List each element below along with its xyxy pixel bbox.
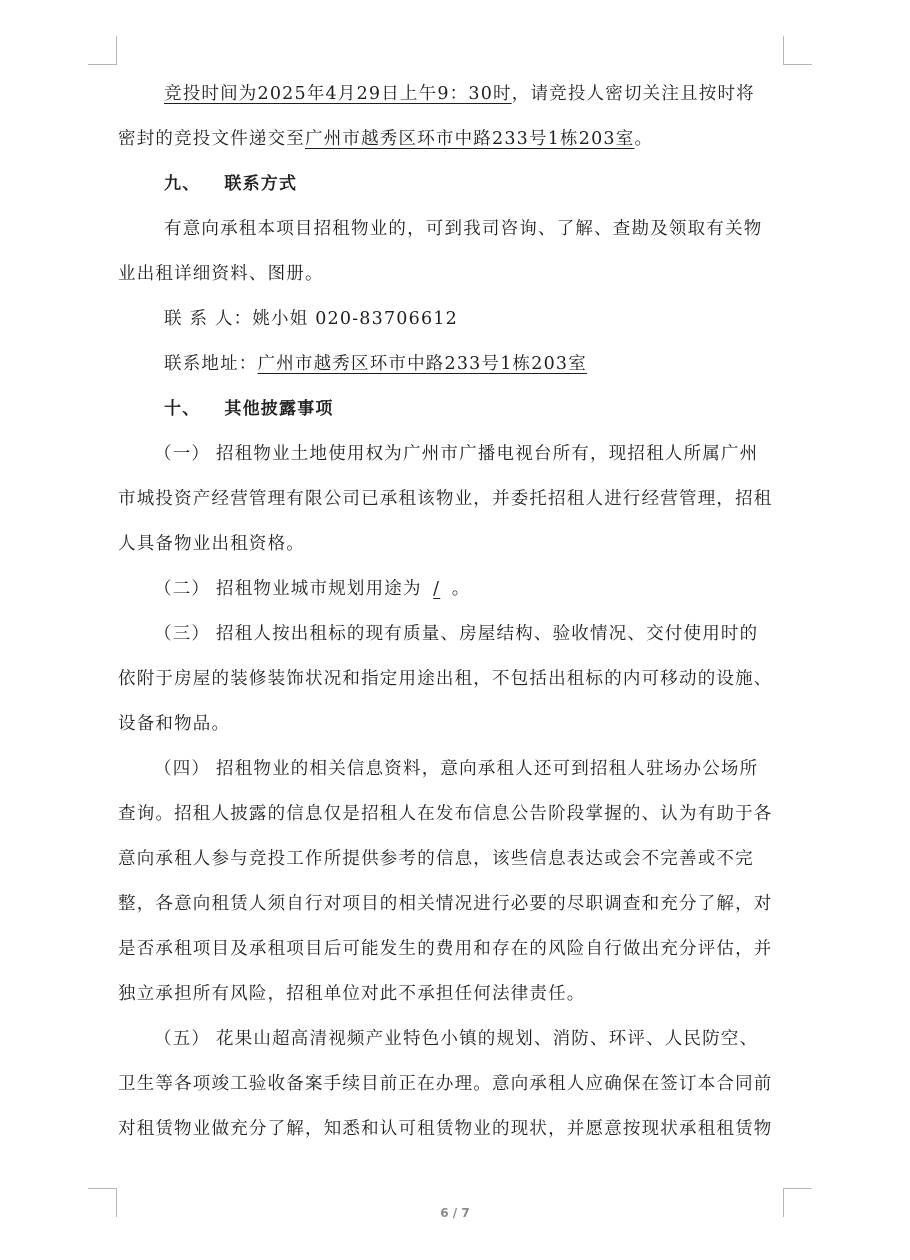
item-3-line	[118, 612, 788, 657]
section-title: 联系方式	[224, 174, 298, 194]
submit-prefix: 密封的竞投文件递交至	[118, 129, 305, 149]
paragraph-line: 卫生等各项竣工验收备案手续目前正在办理。意向承租人应确保在签订本合同前	[118, 1074, 773, 1094]
item-4-line	[118, 747, 788, 792]
document-body	[118, 72, 788, 1152]
item-number: （三）	[154, 624, 211, 644]
paragraph-line: 设备和物品。	[118, 714, 231, 734]
paragraph-line: 查询。招租人披露的信息仅是招租人在发布信息公告阶段掌握的、认为有助于各	[118, 804, 773, 824]
contact-label: 联 系 人：	[164, 309, 253, 329]
section-title: 其他披露事项	[224, 399, 334, 419]
paragraph-line: 人具备物业出租资格。	[118, 534, 305, 554]
section-heading-disclosure	[118, 387, 788, 432]
item-text: 招租物业的相关信息资料，意向承租人还可到招租人驻场办公场所	[216, 759, 759, 779]
item-suffix: 。	[451, 579, 471, 599]
paragraph-line: 整，各意向租赁人须自行对项目的相关情况进行必要的尽职调查和充分了解，对	[118, 894, 773, 914]
item-text: 招租人按出租标的现有质量、房屋结构、验收情况、交付使用时的	[216, 624, 759, 644]
submit-suffix: 。	[634, 129, 654, 149]
item-5-line	[118, 1017, 788, 1062]
submit-address-line	[118, 117, 788, 162]
paragraph-line: 对租赁物业做充分了解，知悉和认可租赁物业的现状，并愿意按现状承租租赁物	[118, 1119, 773, 1139]
bid-time-rest: ，请竞投人密切关注且按时将	[511, 84, 755, 104]
bid-time-line	[118, 72, 788, 117]
paragraph-line: 意向承租人参与竞投工作所提供参考的信息，该些信息表达或会不完善或不完	[118, 849, 754, 869]
page-number: 6 / 7	[440, 1206, 470, 1220]
paragraph-line: 依附于房屋的装修装饰状况和指定用途出租，不包括出租标的内可移动的设施、	[118, 669, 773, 689]
item-number: （二）	[154, 579, 211, 599]
item-number: （五）	[154, 1029, 211, 1049]
item-number: （四）	[154, 759, 211, 779]
contact-person-line	[118, 297, 788, 342]
item-2-line	[118, 567, 788, 612]
section-number: 十、	[164, 399, 201, 419]
paragraph-line: 市城投资产经营管理有限公司已承租该物业，并委托招租人进行经营管理，招租	[118, 489, 773, 509]
contact-value: 姚小姐 020-83706612	[252, 309, 458, 329]
fill-blank: /	[433, 579, 441, 599]
contact-address-line	[118, 342, 788, 387]
crop-mark-top-left	[88, 36, 117, 65]
address-label: 联系地址：	[164, 354, 258, 374]
section-number: 九、	[164, 174, 201, 194]
item-text: 花果山超高清视频产业特色小镇的规划、消防、环评、人民防空、	[216, 1029, 759, 1049]
item-1-line	[118, 432, 788, 477]
item-number: （一）	[154, 444, 211, 464]
item-text: 招租物业土地使用权为广州市广播电视台所有，现招租人所属广州	[216, 444, 759, 464]
address-value: 广州市越秀区环市中路233号1栋203室	[257, 354, 587, 374]
paragraph-line: 有意向承租本项目招租物业的，可到我司咨询、了解、查勘及领取有关物	[164, 219, 763, 239]
submit-address: 广州市越秀区环市中路233号1栋203室	[305, 129, 635, 149]
section-heading-contact	[118, 162, 788, 207]
bid-time: 竞投时间为2025年4月29日上午9：30时	[164, 84, 512, 104]
item-text: 招租物业城市规划用途为	[216, 579, 422, 599]
crop-mark-top-right	[783, 36, 812, 65]
paragraph-line: 业出租详细资料、图册。	[118, 264, 324, 284]
paragraph-line: 独立承担所有风险，招租单位对此不承担任何法律责任。	[118, 984, 586, 1004]
paragraph-line: 是否承租项目及承租项目后可能发生的费用和存在的风险自行做出充分评估，并	[118, 939, 773, 959]
